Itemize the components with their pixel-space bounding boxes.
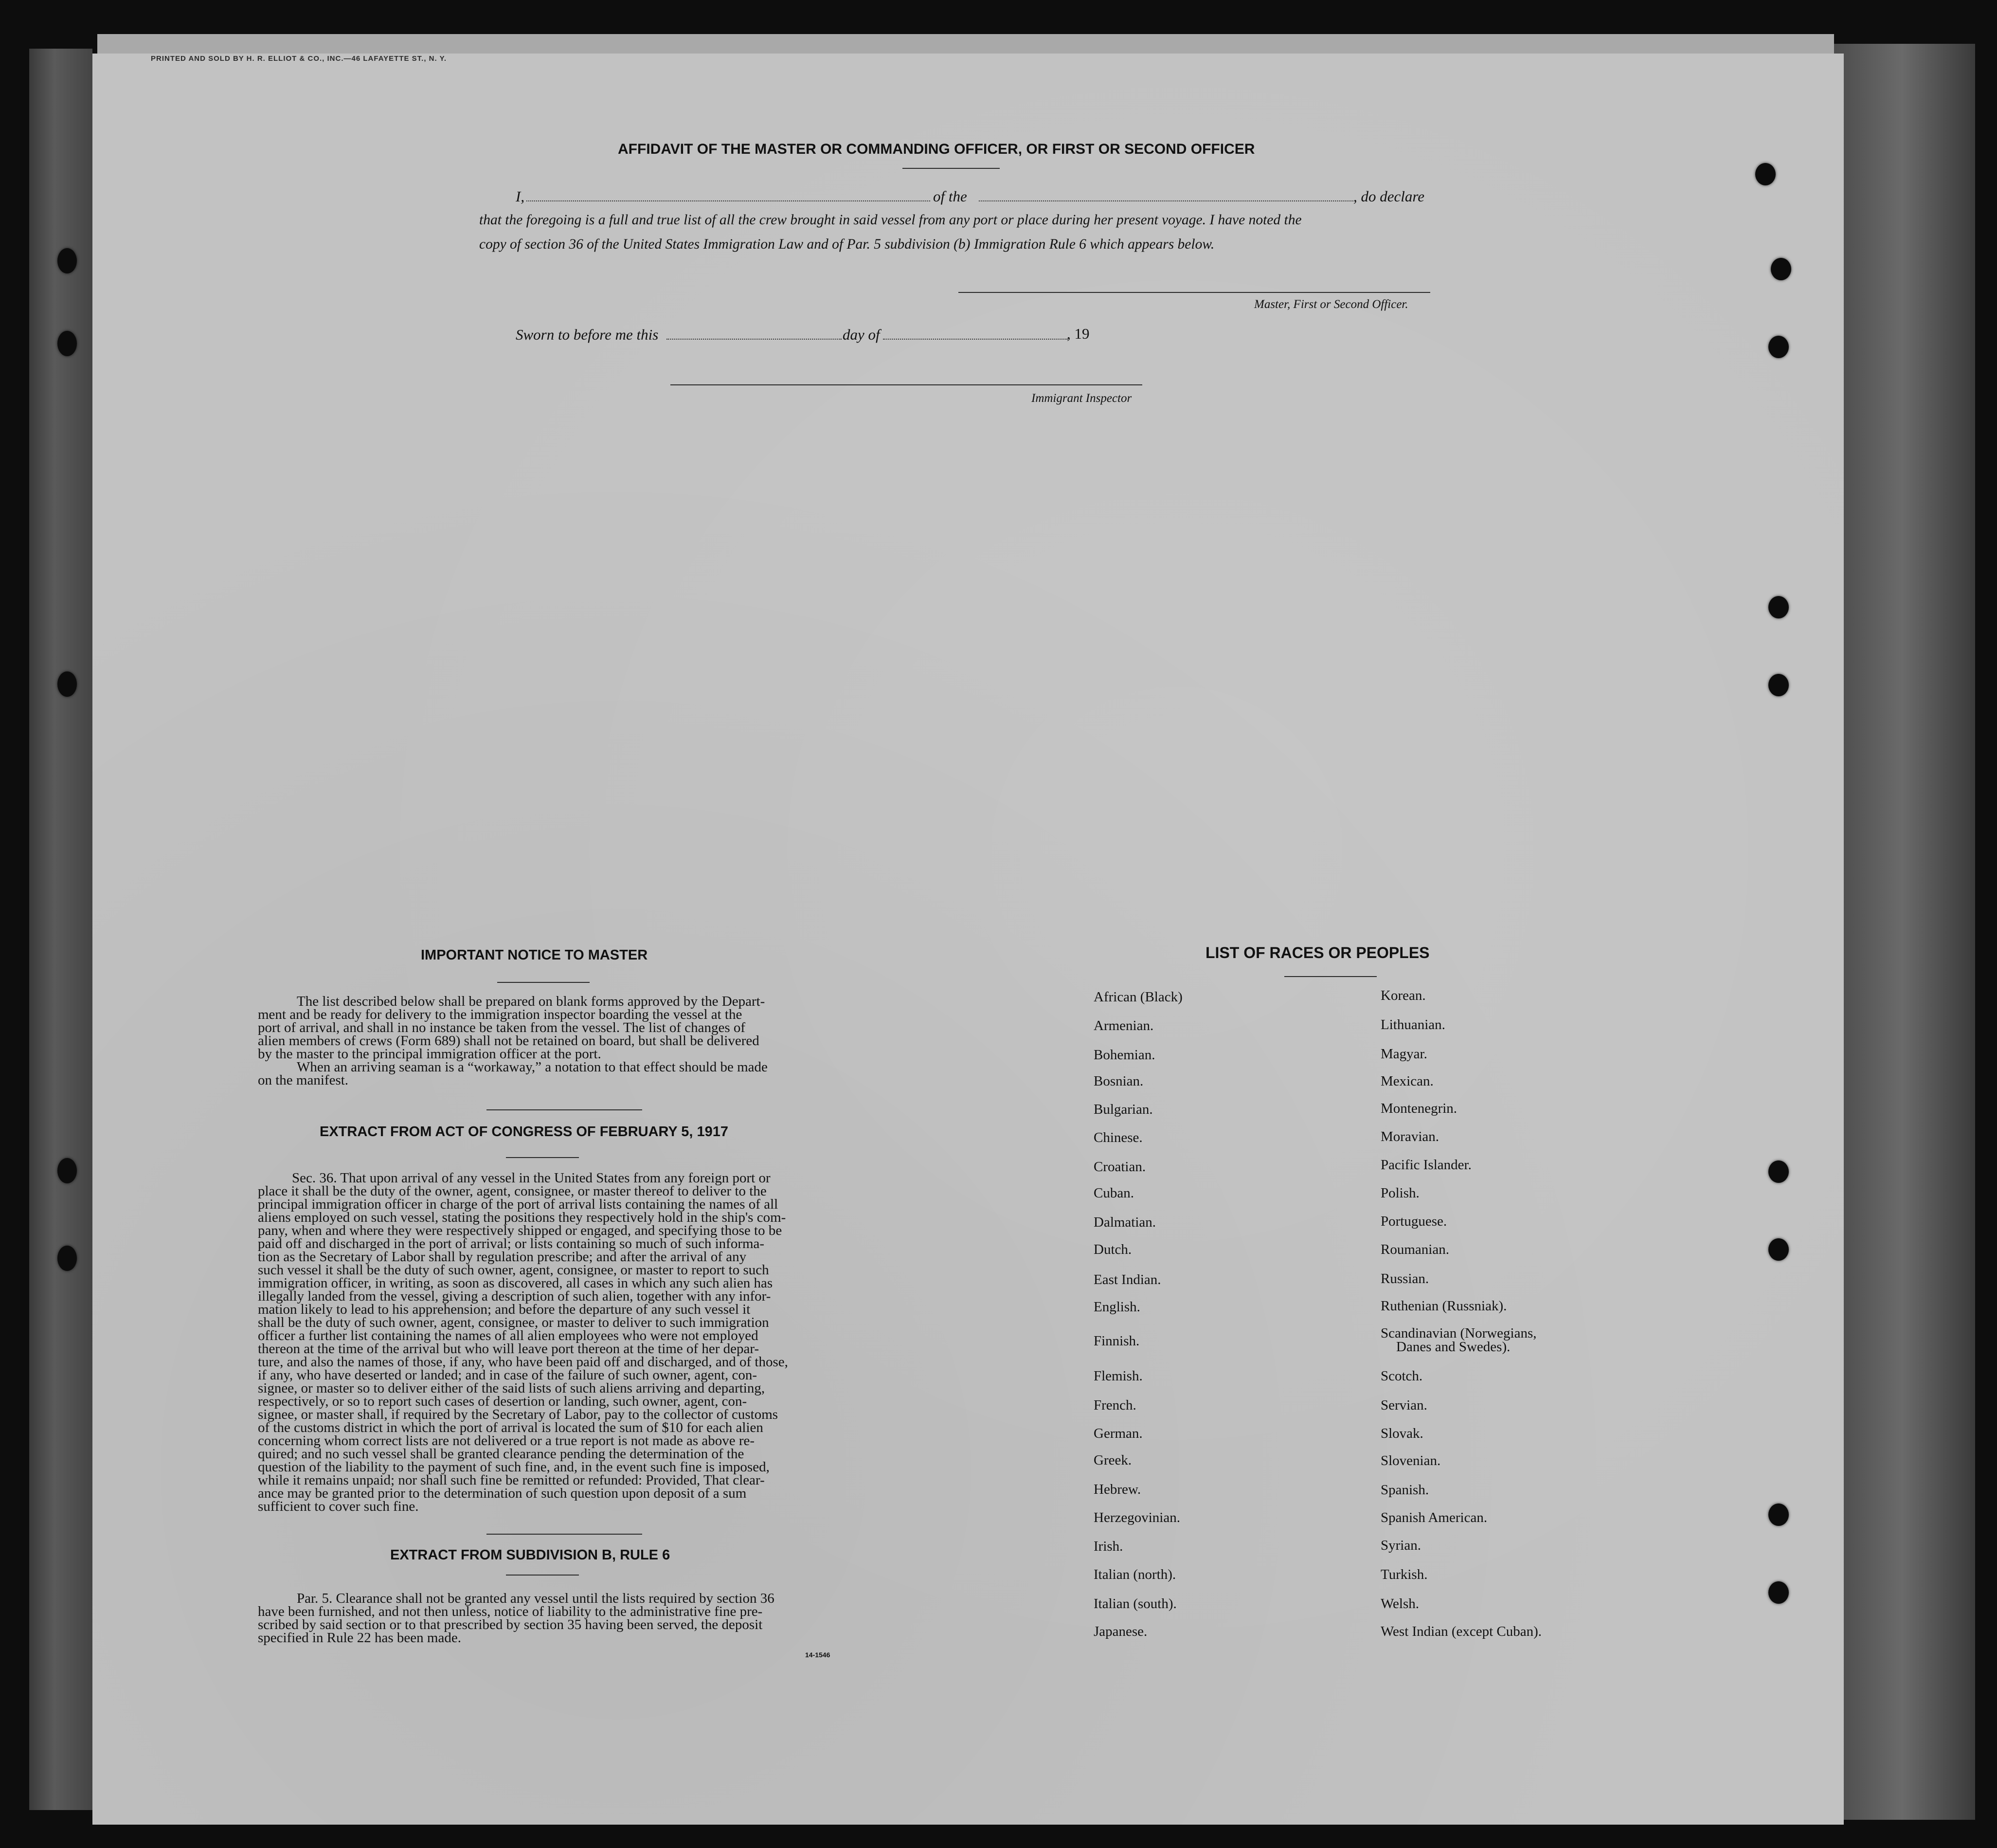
day-of-label: day of xyxy=(843,326,880,343)
race-item: Greek. xyxy=(1094,1452,1132,1468)
notice-line: When an arriving seaman is a “workaway,” a notation to that effect should be made xyxy=(297,1059,768,1075)
race-item: Bulgarian. xyxy=(1094,1102,1153,1117)
act-line: officer a further list containing the names of all alien employees who were not employed xyxy=(258,1328,758,1343)
race-item: Irish. xyxy=(1094,1539,1123,1554)
notice-title: IMPORTANT NOTICE TO MASTER xyxy=(421,947,648,963)
affidavit-do-declare: , do declare xyxy=(1353,188,1425,205)
document-page xyxy=(92,54,1844,1825)
race-item: Italian (south). xyxy=(1094,1596,1177,1612)
race-item: Bosnian. xyxy=(1094,1073,1144,1089)
race-item: Scandinavian (Norwegians, xyxy=(1381,1325,1537,1341)
extract-act-bottom-rule xyxy=(486,1534,642,1535)
form-number: 14-1546 xyxy=(805,1651,830,1659)
act-line: signee, or master shall, if required by the Secretary of Labor, pay to the collector of customs xyxy=(258,1407,778,1422)
notice-underline xyxy=(497,982,590,983)
inspector-label: Immigrant Inspector xyxy=(1031,392,1132,405)
notice-line: ment and be ready for delivery to the immigration inspector boarding the vessel at the xyxy=(258,1007,742,1022)
binder-hole xyxy=(1768,1238,1789,1261)
race-item: Hebrew. xyxy=(1094,1482,1141,1497)
binder-hole xyxy=(57,671,77,697)
extract-rule-text xyxy=(258,1592,832,1645)
name-field[interactable] xyxy=(526,200,930,201)
notice-line: alien members of crews (Form 689) shall not be retained on board, but shall be delivered xyxy=(258,1033,759,1049)
notice-line: port of arrival, and shall in no instance be taken from the vessel. The list of changes of xyxy=(258,1020,746,1035)
race-item: Herzegovinian. xyxy=(1094,1510,1180,1525)
act-line: such vessel it shall be the duty of such owner, agent, consignee, or master to report to such xyxy=(258,1262,769,1278)
notice-line: on the manifest. xyxy=(258,1072,349,1088)
act-line: mation likely to lead to his apprehension; and before the departure of any such vessel it xyxy=(258,1302,751,1317)
races-title: LIST OF RACES OR PEOPLES xyxy=(1205,944,1430,961)
act-line: place it shall be the duty of the owner, agent, consignee, or master thereof to deliver to the xyxy=(258,1183,767,1199)
act-line: respectively, or so to report such cases of desertion or landing, such owner, agent, con- xyxy=(258,1394,747,1409)
race-item: West Indian (except Cuban). xyxy=(1381,1624,1542,1639)
rule-line: Par. 5. Clearance shall not be granted any vessel until the lists required by section 36 xyxy=(297,1591,774,1606)
binder-hole xyxy=(57,1246,77,1271)
race-item: Roumanian. xyxy=(1381,1242,1449,1257)
vessel-field[interactable] xyxy=(979,200,1353,201)
notice-line: by the master to the principal immigration officer at the port. xyxy=(258,1046,601,1062)
act-line: sufficient to cover such fine. xyxy=(258,1499,419,1514)
binder-edge-left xyxy=(29,49,92,1810)
extract-act-underline xyxy=(506,1157,579,1158)
race-item: Servian. xyxy=(1381,1397,1427,1413)
sworn-label: Sworn to before me this xyxy=(516,326,659,343)
title-underline xyxy=(902,168,1000,169)
race-item: Dalmatian. xyxy=(1094,1214,1156,1230)
act-line: question of the liability to the payment of such fine, and, in the event such fine is imposed, xyxy=(258,1459,770,1475)
extract-act-title: EXTRACT FROM ACT OF CONGRESS OF FEBRUARY 5, 1917 xyxy=(320,1124,729,1140)
act-line: concerning whom correct lists are not delivered or a true report is not made as above re- xyxy=(258,1433,755,1449)
act-line: principal immigration officer in charge of the port of arrival lists containing the names of all xyxy=(258,1196,778,1212)
notice-text xyxy=(258,995,832,1087)
sworn-day-field[interactable] xyxy=(666,339,842,340)
inspector-signature-line[interactable] xyxy=(670,384,1142,385)
act-line: signee, or master so to deliver either of the said lists of such aliens arriving and departing, xyxy=(258,1380,765,1396)
extract-act-text xyxy=(258,1172,832,1513)
race-item-continuation: Danes and Swedes). xyxy=(1396,1339,1511,1355)
race-item: Chinese. xyxy=(1094,1130,1143,1145)
race-item: East Indian. xyxy=(1094,1272,1161,1287)
race-item: Scotch. xyxy=(1381,1368,1423,1384)
binder-hole xyxy=(57,248,77,273)
sworn-month-field[interactable] xyxy=(883,339,1068,340)
master-signature-line[interactable] xyxy=(958,292,1430,293)
binder-hole xyxy=(1768,1581,1789,1604)
notice-bottom-rule xyxy=(486,1109,642,1110)
race-item: Russian. xyxy=(1381,1271,1429,1286)
act-line: if any, who have deserted or landed; and in case of the failure of such owner, agent, con- xyxy=(258,1367,757,1383)
race-item: Moravian. xyxy=(1381,1129,1439,1144)
act-line: of the customs district in which the port of arrival is located the sum of $10 for each alien xyxy=(258,1420,763,1435)
act-line: ance may be granted prior to the determination of such question upon deposit of a sum xyxy=(258,1486,747,1501)
race-item: Finnish. xyxy=(1094,1333,1140,1349)
rule-line: scribed by said section or to that prescribed by section 35 having been served, the deposit xyxy=(258,1617,763,1632)
binder-hole xyxy=(1768,1504,1789,1526)
race-item: Ruthenian (Russniak). xyxy=(1381,1298,1507,1314)
race-item: Spanish American. xyxy=(1381,1510,1488,1525)
act-line: aliens employed on such vessel, stating the positions they respectively hold in the ship's com- xyxy=(258,1210,786,1225)
race-item: Bohemian. xyxy=(1094,1047,1155,1063)
race-item: Croatian. xyxy=(1094,1159,1146,1175)
binder-hole xyxy=(1768,674,1789,696)
act-line: paid off and discharged in the port of arrival; or lists containing so much of such informa- xyxy=(258,1236,765,1251)
extract-rule-title: EXTRACT FROM SUBDIVISION B, RULE 6 xyxy=(390,1547,670,1563)
binder-hole xyxy=(1755,163,1776,185)
race-item: Slovenian. xyxy=(1381,1453,1441,1468)
master-signature-label: Master, First or Second Officer. xyxy=(1254,298,1408,311)
extract-rule-underline xyxy=(506,1575,579,1576)
race-item: Portuguese. xyxy=(1381,1214,1447,1229)
binder-edge-right xyxy=(1829,44,1975,1820)
race-item: Japanese. xyxy=(1094,1624,1148,1639)
race-item: Spanish. xyxy=(1381,1482,1429,1498)
act-line: immigration officer, in writing, as soon as discovered, all cases in which any such alien has xyxy=(258,1275,773,1291)
act-line: pany, when and where they were respectively shipped or engaged, and specifying those to be xyxy=(258,1223,782,1238)
affidavit-of-the-label: of the xyxy=(933,188,967,205)
affidavit-title: AFFIDAVIT OF THE MASTER OR COMMANDING OFFICER, OR FIRST OR SECOND OFFICER xyxy=(618,141,1255,157)
act-line: tion as the Secretary of Labor shall by regulation prescribe; and after the arrival of any xyxy=(258,1249,747,1265)
act-line: Sec. 36. That upon arrival of any vessel in the United States from any foreign port or xyxy=(292,1170,771,1186)
race-item: Pacific Islander. xyxy=(1381,1157,1472,1173)
race-item: Syrian. xyxy=(1381,1538,1421,1553)
race-item: Mexican. xyxy=(1381,1073,1434,1089)
act-line: shall be the duty of such owner, agent, consignee, or master to deliver to such immigration xyxy=(258,1315,769,1330)
act-line: ture, and also the names of those, if any, who have been paid off and discharged, and of those, xyxy=(258,1354,788,1370)
rule-line: have been furnished, and not then unless, notice of liability to the administrative fine pre- xyxy=(258,1604,763,1619)
races-underline xyxy=(1284,976,1377,977)
race-item: Turkish. xyxy=(1381,1567,1428,1582)
race-item: Armenian. xyxy=(1094,1018,1154,1033)
act-line: thereon at the time of the arrival but who will leave port thereon at the time of her depar- xyxy=(258,1341,759,1357)
binder-hole xyxy=(57,1158,77,1183)
race-item: Montenegrin. xyxy=(1381,1101,1457,1116)
race-item: Lithuanian. xyxy=(1381,1017,1445,1033)
printer-imprint: PRINTED AND SOLD BY H. R. ELLIOT & CO., INC.—46 LAFAYETTE ST., N. Y. xyxy=(151,54,447,63)
race-item: Cuban. xyxy=(1094,1185,1134,1201)
race-item: French. xyxy=(1094,1397,1136,1413)
notice-line: The list described below shall be prepared on blank forms approved by the Depart- xyxy=(297,994,765,1009)
race-item: Dutch. xyxy=(1094,1242,1132,1257)
race-item: African (Black) xyxy=(1094,989,1183,1005)
binder-hole xyxy=(57,331,77,356)
race-item: Slovak. xyxy=(1381,1426,1423,1441)
binder-hole xyxy=(1771,258,1791,280)
act-line: quired; and no such vessel shall be granted clearance pending the determination of the xyxy=(258,1446,744,1462)
race-item: English. xyxy=(1094,1299,1140,1315)
rule-line: specified in Rule 22 has been made. xyxy=(258,1630,461,1646)
act-line: illegally landed from the vessel, giving a description of such alien, together with any infor- xyxy=(258,1288,771,1304)
act-line: while it remains unpaid; nor shall such fine be remitted or refunded: Provided, That clear- xyxy=(258,1472,765,1488)
race-item: Magyar. xyxy=(1381,1046,1427,1062)
affidavit-i-label: I, xyxy=(516,188,525,205)
binder-hole xyxy=(1768,596,1789,618)
binder-hole xyxy=(1768,1160,1789,1183)
year-label: , 19 xyxy=(1067,325,1090,342)
race-item: Italian (north). xyxy=(1094,1567,1176,1582)
race-item: Korean. xyxy=(1381,988,1426,1003)
race-item: German. xyxy=(1094,1426,1143,1441)
race-item: Flemish. xyxy=(1094,1368,1143,1384)
race-item: Polish. xyxy=(1381,1185,1420,1201)
affidavit-line-3: copy of section 36 of the United States Immigration Law and of Par. 5 subdivision (b) Immigration Rule 6 which appears below. xyxy=(479,236,1215,252)
binder-hole xyxy=(1768,336,1789,358)
race-item: Welsh. xyxy=(1381,1596,1420,1612)
affidavit-line-2: that the foregoing is a full and true list of all the crew brought in said vessel from any port or place during her present voyage. I have noted the xyxy=(479,212,1302,228)
